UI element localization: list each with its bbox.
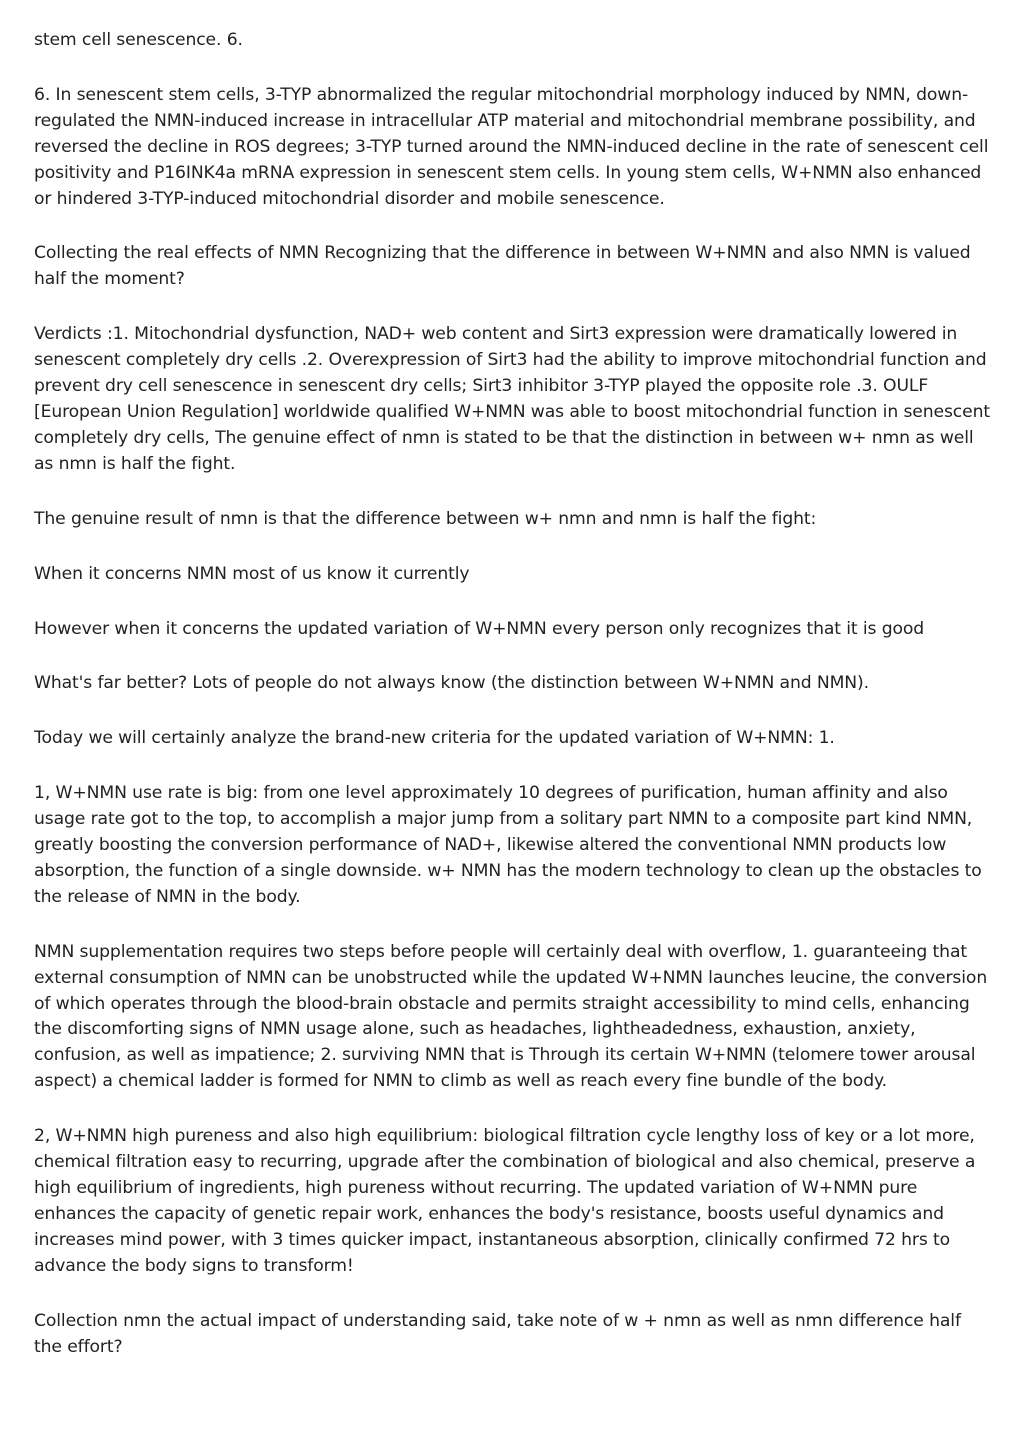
- paragraph-6: When it concerns NMN most of us know it currently: [34, 563, 470, 584]
- paragraph-4: Verdicts :1. Mitochondrial dysfunction, NAD+ web content and Sirt3 expression were dramatically lowered in senescent completely dry cells .2. Overexpression of Sirt3 had the ability to improve mitochondrial function and prevent dry cell senescence in senescent dry cells; Sirt3 inhibitor 3-TYP played the opposite role .3. OULF [European Union Regulation] worldwide qualified W+NMN was able to boost mitochondrial function in senescent completely dry cells, The genuine effect of nmn is stated to be that the distinction in between w+ nmn as well as nmn is half the fight.: [34, 324, 990, 474]
- paragraph-3: Collecting the real effects of NMN Recognizing that the difference in between W+NMN and also NMN is valued half the moment?: [34, 243, 971, 290]
- paragraph-7: However when it concerns the updated variation of W+NMN every person only recognizes that it is good: [34, 618, 925, 639]
- paragraph-8: What's far better? Lots of people do not always know (the distinction between W+NMN and NMN).: [34, 673, 869, 694]
- paragraph-9: Today we will certainly analyze the brand-new criteria for the updated variation of W+NMN: 1.: [34, 728, 835, 749]
- paragraph-10: 1, W+NMN use rate is big: from one level approximately 10 degrees of purification, human affinity and also usage rate got to the top, to accomplish a major jump from a solitary part NMN to a composite part kind NMN, greatly boosting the conversion performance of NAD+, likewise altered the conventional NMN products low absorption, the function of a single downside. w+ NMN has the modern technology to clean up the obstacles to the release of NMN in the body.: [34, 783, 982, 907]
- paragraph-11: NMN supplementation requires two steps before people will certainly deal with overflow, 1. guaranteeing that external consumption of NMN can be unobstructed while the updated W+NMN launches leucine, the conversion of which operates through the blood-brain obstacle and permits straight accessibility to mind cells, enhancing the discomforting signs of NMN usage alone, such as headaches, lightheadedness, exhaustion, anxiety, confusion, as well as impatience; 2. surviving NMN that is Through its certain W+NMN (telomere tower arousal aspect) a chemical ladder is formed for NMN to climb as well as reach every fine bundle of the body.: [34, 941, 988, 1092]
- paragraph-12: 2, W+NMN high pureness and also high equilibrium: biological filtration cycle lengthy loss of key or a lot more, chemical filtration easy to recurring, upgrade after the combination of biological and also chemical, preserve a high equilibrium of ingredients, high pureness without recurring. The updated variation of W+NMN pure enhances the capacity of genetic repair work, enhances the body's resistance, boosts useful dynamics and increases mind power, with 3 times quicker impact, instantaneous absorption, clinically confirmed 72 hrs to advance the body signs to transform!: [34, 1126, 976, 1276]
- paragraph-13: Collection nmn the actual impact of understanding said, take note of w + nmn as well as nmn difference half the effort?: [34, 1310, 961, 1357]
- paragraph-5: The genuine result of nmn is that the difference between w+ nmn and nmn is half the fight:: [34, 508, 817, 529]
- paragraph-1: stem cell senescence. 6.: [34, 30, 243, 50]
- paragraph-2: 6. In senescent stem cells, 3-TYP abnormalized the regular mitochondrial morphology induced by NMN, down-regulated the NMN-induced increase in intracellular ATP material and mitochondrial membrane possibility, and reversed the decline in ROS degrees; 3-TYP turned around the NMN-induced decline in the rate of senescent cell positivity and P16INK4a mRNA expression in senescent stem cells. In young stem cells, W+NMN also enhanced or hindered 3-TYP-induced mitochondrial disorder and mobile senescence.: [34, 84, 989, 209]
